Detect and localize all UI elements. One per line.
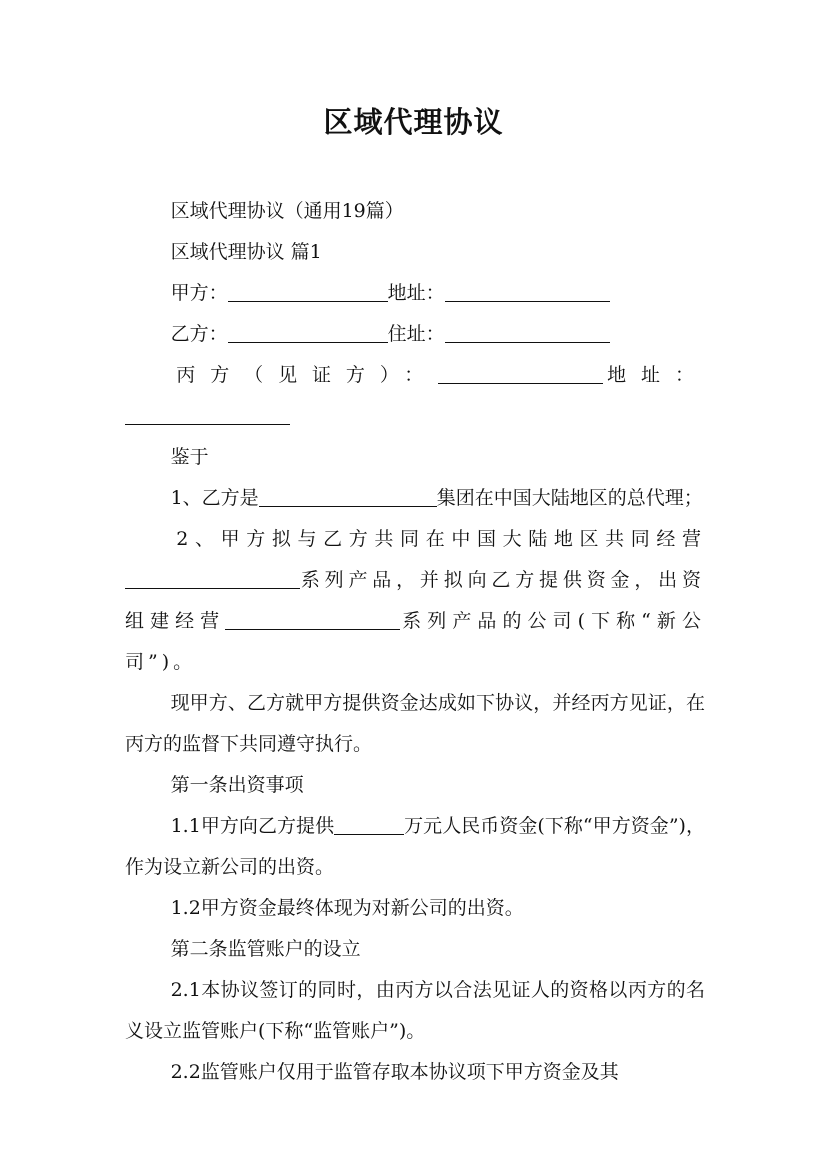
- clause-2-blank-1: [125, 569, 300, 589]
- agreement-paragraph: 现甲方、乙方就甲方提供资金达成如下协议，并经丙方见证，在丙方的监督下共同遵守执行。: [125, 692, 705, 755]
- clause-2-prefix: 2、甲方拟与乙方共同在中国大陆地区共同经营: [176, 528, 705, 550]
- party-a-address-blank: [445, 282, 610, 302]
- section-heading: 区域代理协议 篇1: [170, 241, 322, 263]
- clause-2-suffix: 系列产品的公司(下称“新公司”)。: [125, 610, 705, 673]
- party-c-name-blank: [438, 364, 603, 384]
- party-c-address-blank: [125, 405, 290, 425]
- article-2-heading: 第二条监管账户的设立: [170, 938, 361, 960]
- party-b-line: [125, 314, 705, 355]
- document-title: 区域代理协议: [323, 105, 504, 139]
- document-body: [125, 191, 705, 1093]
- clause-1-suffix: 集团在中国大陆地区的总代理；: [436, 487, 703, 509]
- party-b-label: 乙方：: [170, 323, 228, 345]
- party-b-name-blank: [228, 323, 388, 343]
- article-1-1-amount-blank: [334, 815, 404, 835]
- article-1-1-suffix: 万元人民币资金(下称“甲方资金”)，作为设立新公司的出资。: [125, 815, 705, 878]
- party-a-label: 甲方：: [170, 282, 228, 304]
- article-2-2: 2.2监管账户仅用于监管存取本协议项下甲方资金及其: [170, 1061, 619, 1083]
- party-a-name-blank: [228, 282, 388, 302]
- article-1-heading: 第一条出资事项: [170, 774, 304, 796]
- party-c-address-label: 地址：: [603, 364, 705, 386]
- party-a-address-label: 地址：: [387, 282, 445, 304]
- clause-1-prefix: 1、乙方是: [170, 487, 259, 509]
- party-b-address-blank: [445, 323, 610, 343]
- clause-1-blank: [259, 487, 437, 507]
- clause-2-blank-2: [225, 610, 400, 630]
- article-1-2: 1.2甲方资金最终体现为对新公司的出资。: [170, 897, 524, 919]
- party-b-address-label: 住址：: [387, 323, 445, 345]
- whereas-label: 鉴于: [170, 446, 209, 468]
- party-c-line: [125, 355, 705, 437]
- subtitle: 区域代理协议（通用19篇）: [170, 200, 404, 222]
- article-2-1: 2.1本协议签订的同时，由丙方以合法见证人的资格以丙方的名义设立监管账户(下称“监管账户”)。: [125, 979, 705, 1042]
- article-1-1: [125, 806, 705, 888]
- party-a-line: [125, 273, 705, 314]
- clause-2-middle: 系列产品，并拟向乙方提供资金，出资组建经营: [125, 569, 705, 632]
- clause-1: [125, 478, 705, 519]
- clause-2: [125, 519, 705, 683]
- party-c-label: 丙方（见证方）：: [176, 364, 439, 386]
- article-1-1-prefix: 1.1甲方向乙方提供: [170, 815, 335, 837]
